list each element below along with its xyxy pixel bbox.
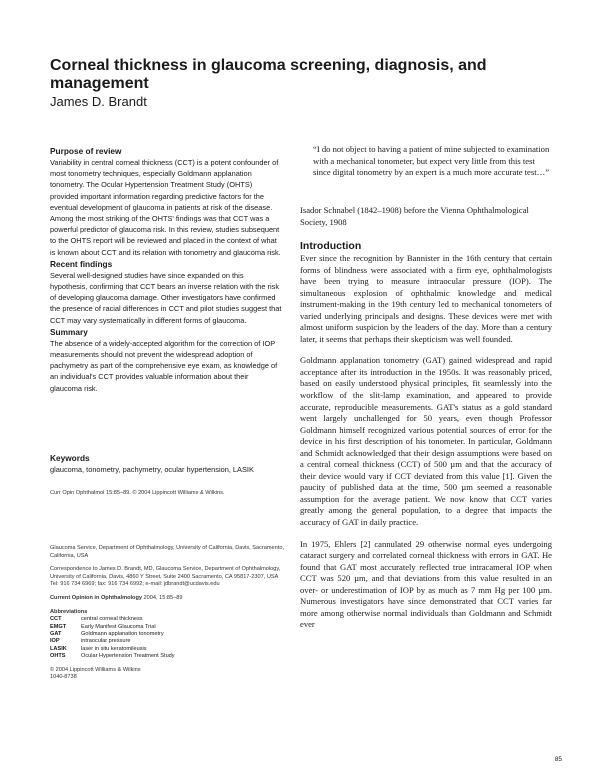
page-number: 85	[554, 756, 562, 763]
correspondence: Correspondence to James D. Brandt, MD, Glaucoma Service, Department of Ophthalmology, University of California, Davis, 4860 Y Street, Suite 2400 Sacramento, CA 95817-2307, USA	[50, 566, 281, 580]
body-text	[300, 240, 552, 631]
section-heading-introduction: Introduction	[300, 240, 362, 252]
keywords	[50, 453, 290, 476]
abbreviation-row: CCT central corneal thickness	[50, 616, 143, 623]
issn: 1040-8738	[50, 674, 77, 681]
abstract	[50, 146, 282, 395]
article-title: Corneal thickness in glaucoma screening, diagnosis, and management	[50, 57, 487, 92]
summary-heading: Summary	[50, 326, 88, 337]
journal-name: Current Opinion in Ophthalmology	[50, 594, 142, 601]
journal-issue: 2004, 15:85–89	[143, 594, 183, 601]
summary-text: The absence of a widely-accepted algorithm for the correction of IOP measurements should not prevent the widespread adoption of pachymetry as part of the comprehensive eye exam, as knowledge of an individual's CCT provides valuable information about their glaucoma risk.	[50, 338, 278, 393]
abbreviations-heading: Abbreviations	[50, 608, 88, 615]
keywords-heading: Keywords	[50, 453, 90, 463]
abbreviation-row: EMGT Early Manifest Glaucoma Trial	[50, 623, 156, 630]
front-matter	[50, 545, 286, 682]
findings-heading: Recent findings	[50, 258, 113, 269]
paragraph: Goldmann applanation tonometry (GAT) gained widespread and rapid acceptance after its introduction in the 1950s. It was reasonably priced, based on easily understood physical principles, fit seamlessly into the workflow of the slit-lamp examination, and appeared to provide accurate, reproducible measurements. GAT's status as a gold standard went largely unchallenged for 50 years, even though Professor Goldmann himself recognized various potential sources of error for the device in his first description of his tonometer. In particular, Goldmann and Schmidt acknowledged that their design assumptions were based on a central corneal thickness (CCT) of 500 µm and that the accuracy of their device would vary if CCT deviated from this value [1]. Given the paucity of published data at the time, 500 µm seemed a reasonable assumption for the average patient. We now know that CCT varies greatly among the general population, to a degree that impacts the accuracy of GAT in daily practice.	[300, 355, 552, 528]
purpose-text: Variability in central corneal thickness (CCT) is a potent confounder of most tonometry techniques, especially Goldmann applanation tonometry. The Ocular Hypertension Treatment Study (OHTS) provided important information regarding predictive factors for the eventual development of glaucoma in patients at risk of the disease. Among the most striking of the OHTS' findings was that CCT was a powerful predictor of glaucoma risk. In this review, studies subsequent to the OHTS report will be reviewed and placed in the context of what is known about CCT and its relation with tonometry and glaucoma risk.	[50, 158, 281, 257]
epigraph-quote: “I do not object to having a patient of mine subjected to examination with a mechanical tonometer, but expect very little from this test since digital tonometry by an expert is a much more accurate test…”	[313, 144, 550, 178]
keywords-text: glaucoma, tonometry, pachymetry, ocular hypertension, LASIK	[50, 465, 254, 474]
quote-attribution: Isador Schnabel (1842–1908) before the Vienna Ophthalmological Society, 1908	[300, 205, 529, 227]
paragraph: Ever since the recognition by Bannister in the 16th century that certain forms of blindness were associated with a firm eye, ophthalmologists have been trying to measure intraocular pressure (IOP). The simultaneous explosion of ophthalmic knowledge and medical instrument-making in the 19th century led to mechanical tonometers of varied underlying principals and designs. These devices were met with almost uniform suspicion by the leaders of the day. More than a century later, it seems that perhaps their skepticism was well founded.	[300, 253, 552, 344]
quote-block	[313, 144, 553, 179]
contact: Tel: 916 734 6969; fax: 916 734 6992; e-mail: jdbrandt@ucdavis.edu	[50, 581, 220, 588]
abbreviations-table	[50, 616, 175, 660]
paragraph: In 1975, Ehlers [2] cannulated 29 otherwise normal eyes undergoing cataract surgery and correlated corneal thickness with errors in GAT. He found that GAT most accurately reflected true intracameral IOP when CCT was 520 µm, and that deviations from this value resulted in an over- or underestimation of IOP by as much as 7 mm Hg per 100 µm. Numerous investigators have since demonstrated that CCT varies far more among otherwise normal individuals than Goldmann and Schmidt ever	[300, 538, 552, 630]
copyright: © 2004 Lippincott Williams & Wilkins	[50, 666, 141, 673]
affiliation: Glaucoma Service, Department of Ophthalmology, University of California, Davis, Sacramento, California, USA	[50, 545, 284, 559]
findings-text: Several well-designed studies have since expanded on this hypothesis, confirming that CCT bears an inverse relation with the risk of developing glaucoma damage. Other investigators have confirmed the presence of racial differences in CCT and pilot studies suggest that CCT may vary systematically in different forms of glaucoma.	[50, 270, 282, 325]
purpose-heading: Purpose of review	[50, 146, 122, 156]
abbreviation-row: IOP intraocular pressure	[50, 638, 131, 645]
journal-line	[50, 595, 286, 603]
abbreviation-row: OHTS Ocular Hypertension Treatment Study	[50, 653, 175, 660]
abbreviation-row: LASIK laser in situ keratomileusis	[50, 645, 147, 652]
citation: Curr Opin Ophthalmol 15:85–89. © 2004 Lippincott Williams & Wilkins.	[50, 490, 225, 496]
author-name: James D. Brandt	[50, 94, 147, 109]
abbreviation-row: GAT Goldmann applanation tonometry	[50, 630, 164, 637]
